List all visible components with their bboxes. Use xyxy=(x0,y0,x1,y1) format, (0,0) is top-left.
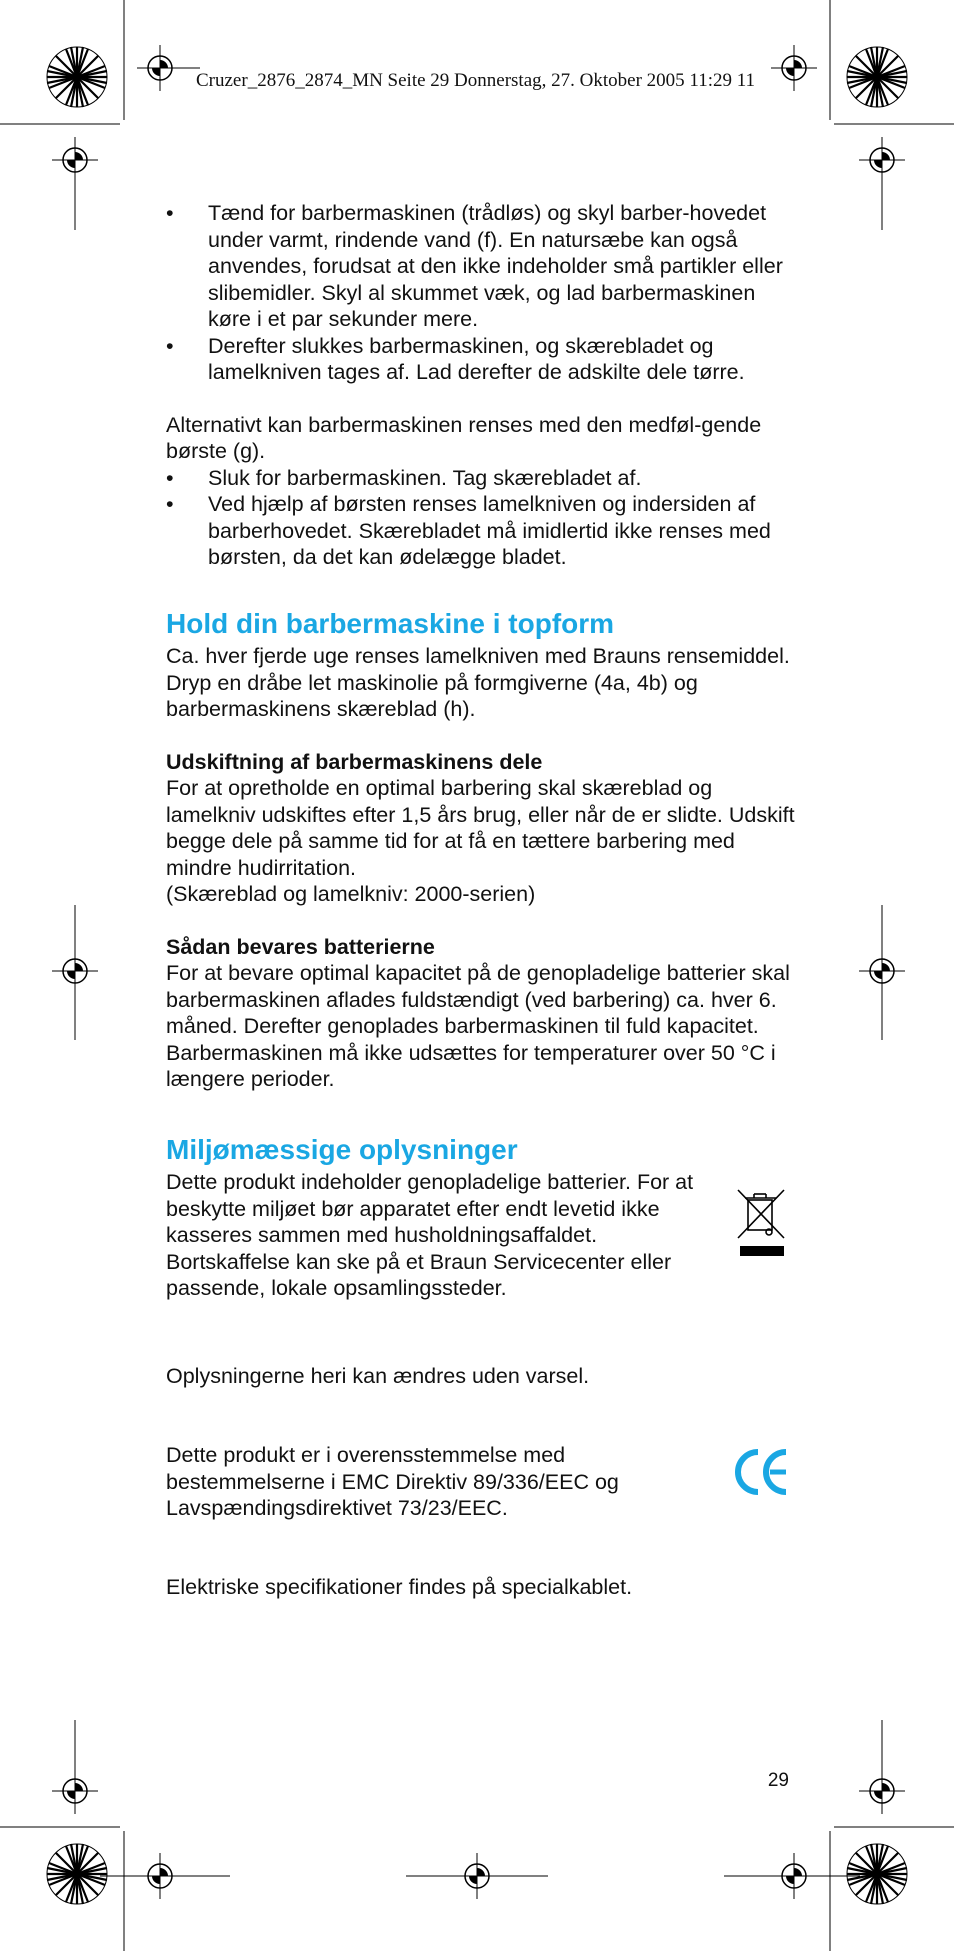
environment-section xyxy=(166,1133,796,1302)
change-notice: Oplysningerne heri kan ændres uden varsel. xyxy=(166,1364,590,1388)
page-number: 29 xyxy=(767,1770,789,1791)
topform-paragraph: Ca. hver fjerde uge renses lamelkniven med Brauns rensemiddel. Dryp en dråbe let maskinolie på formgiverne (4a, 4b) og barbermaskinens skæreblad (h). xyxy=(166,644,790,721)
alternative-paragraph: Alternativt kan barbermaskinen renses med den medføl-gende børste (g). xyxy=(166,412,762,463)
specs-note: Elektriske specifikationer findes på specialkablet. xyxy=(166,1575,633,1599)
compliance-paragraph: Dette produkt er i overensstemmelse med bestemmelserne i EMC Direktiv 89/336/EEC og Lavspændingsdirektivet 73/23/EEC. xyxy=(166,1443,619,1520)
ce-mark-icon xyxy=(734,1446,790,1498)
cleaning-section xyxy=(166,200,796,571)
battery-subheading: Sådan bevares batterierne xyxy=(166,934,435,959)
topform-section xyxy=(166,607,796,1093)
topform-heading: Hold din barbermaskine i topform xyxy=(166,608,615,639)
brush-bullet-list xyxy=(166,465,796,571)
environment-paragraph: Dette produkt indeholder genopladelige batterier. For at beskytte miljøet bør apparatet efter endt levetid ikke kasseres sammen med husholdningsaffaldet. Bortskaffelse kan ske på et Braun Servicecenter eller passende, lokale opsamlingssteder. xyxy=(166,1170,694,1300)
parts-subheading: Udskiftning af barbermaskinens dele xyxy=(166,749,543,774)
environment-heading: Miljømæssige oplysninger xyxy=(166,1134,518,1165)
list-item: • Derefter slukkes barbermaskinen, og skærebladet og lamelkniven tages af. Lad derefter de adskilte dele tørre. xyxy=(166,333,796,386)
print-header: Cruzer_2876_2874_MN Seite 29 Donnerstag, 27. Oktober 2005 11:29 11 xyxy=(196,70,756,91)
parts-paragraph: For at opretholde en optimal barbering skal skæreblad og lamelkniv udskiftes efter 1,5 års brug, eller når de er slidte. Udskift begge dele på samme tid for at få en tættere barbering med mindre hudirritation. xyxy=(166,776,795,880)
list-item: • Tænd for barbermaskinen (trådløs) og skyl barber-hovedet under varmt, rindende vand (f). En natursæbe kan også anvendes, forudsat at den ikke indeholder små partikler eller slibemidler. Skyl al skummet væk, og lad barbermaskinen køre i et par sekunder mere. xyxy=(166,200,796,333)
crossed-out-wheelie-bin-icon xyxy=(736,1186,788,1258)
parts-note: (Skæreblad og lamelkniv: 2000-serien) xyxy=(166,882,536,906)
battery-paragraph: For at bevare optimal kapacitet på de genopladelige batterier skal barbermaskinen aflades fuldstændigt (ved barbering) ca. hver 6. måned. Derefter genoplades barbermaskinen til fuld kapacitet. Barbermaskinen må ikke udsættes for temperaturer over 50 °C i længere perioder. xyxy=(166,961,790,1091)
list-item: • Ved hjælp af børsten renses lamelkniven og indersiden af barberhovedet. Skærebladet må imidlertid ikke renses med børsten, da det kan ødelægge bladet. xyxy=(166,491,796,571)
rinse-bullet-list xyxy=(166,200,796,386)
list-item: • Sluk for barbermaskinen. Tag skærebladet af. xyxy=(166,465,796,492)
